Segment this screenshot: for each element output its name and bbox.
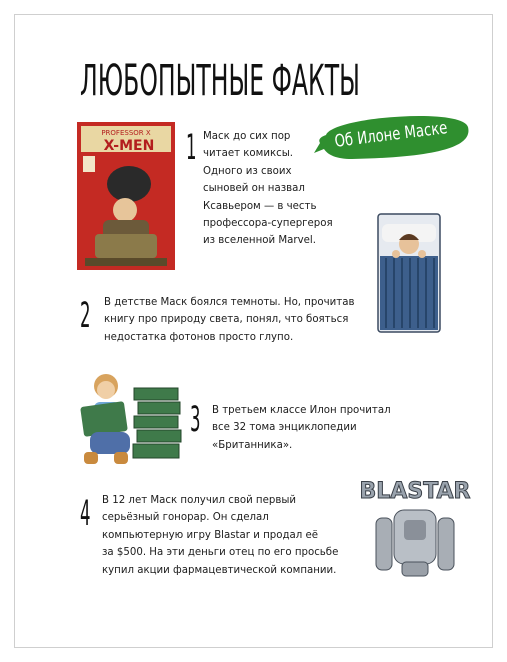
fact-1-text: Маск до сих пор читает комиксы. Одного из своих сыновей он назвал Ксавьером — в честь профессора-супергероя из вселенной Marvel.	[203, 131, 333, 247]
page-title: ЛЮБОПЫТНЫЕ ФАКТЫ	[80, 56, 360, 106]
fact-3-text: В третьем классе Илон прочитал все 32 тома энциклопедии «Британника».	[212, 405, 391, 451]
fact-4-text: В 12 лет Маск получил свой первый серьёзный гонорар. Он сделал компьютерную игру Blastar и продал её за $500. На эти деньги отец по его просьбе купил акции фармацевтической компании.	[102, 495, 339, 576]
comic-caption: PROFESSOR X	[101, 129, 151, 137]
boy-in-bed-illustration	[376, 214, 442, 334]
fact-2-text: В детстве Маск боялся темноты. Но, прочитав книгу про природу света, понял, что бояться недостатка фотонов просто глупо.	[104, 297, 355, 343]
fact-3-number: 3	[190, 400, 201, 441]
blastar-game-illustration	[359, 474, 471, 584]
book-stack-illustration	[132, 386, 184, 464]
fact-1-number: 1	[186, 128, 197, 169]
badge-label: Об Илоне Маске	[333, 118, 449, 152]
xmen-comic-illustration	[77, 122, 175, 270]
blastar-logo: BLASTAR	[359, 479, 471, 504]
comic-title: X-MEN	[103, 138, 155, 154]
fact-2-number: 2	[80, 296, 91, 337]
fact-4-number: 4	[80, 494, 91, 535]
topic-badge	[312, 113, 470, 161]
